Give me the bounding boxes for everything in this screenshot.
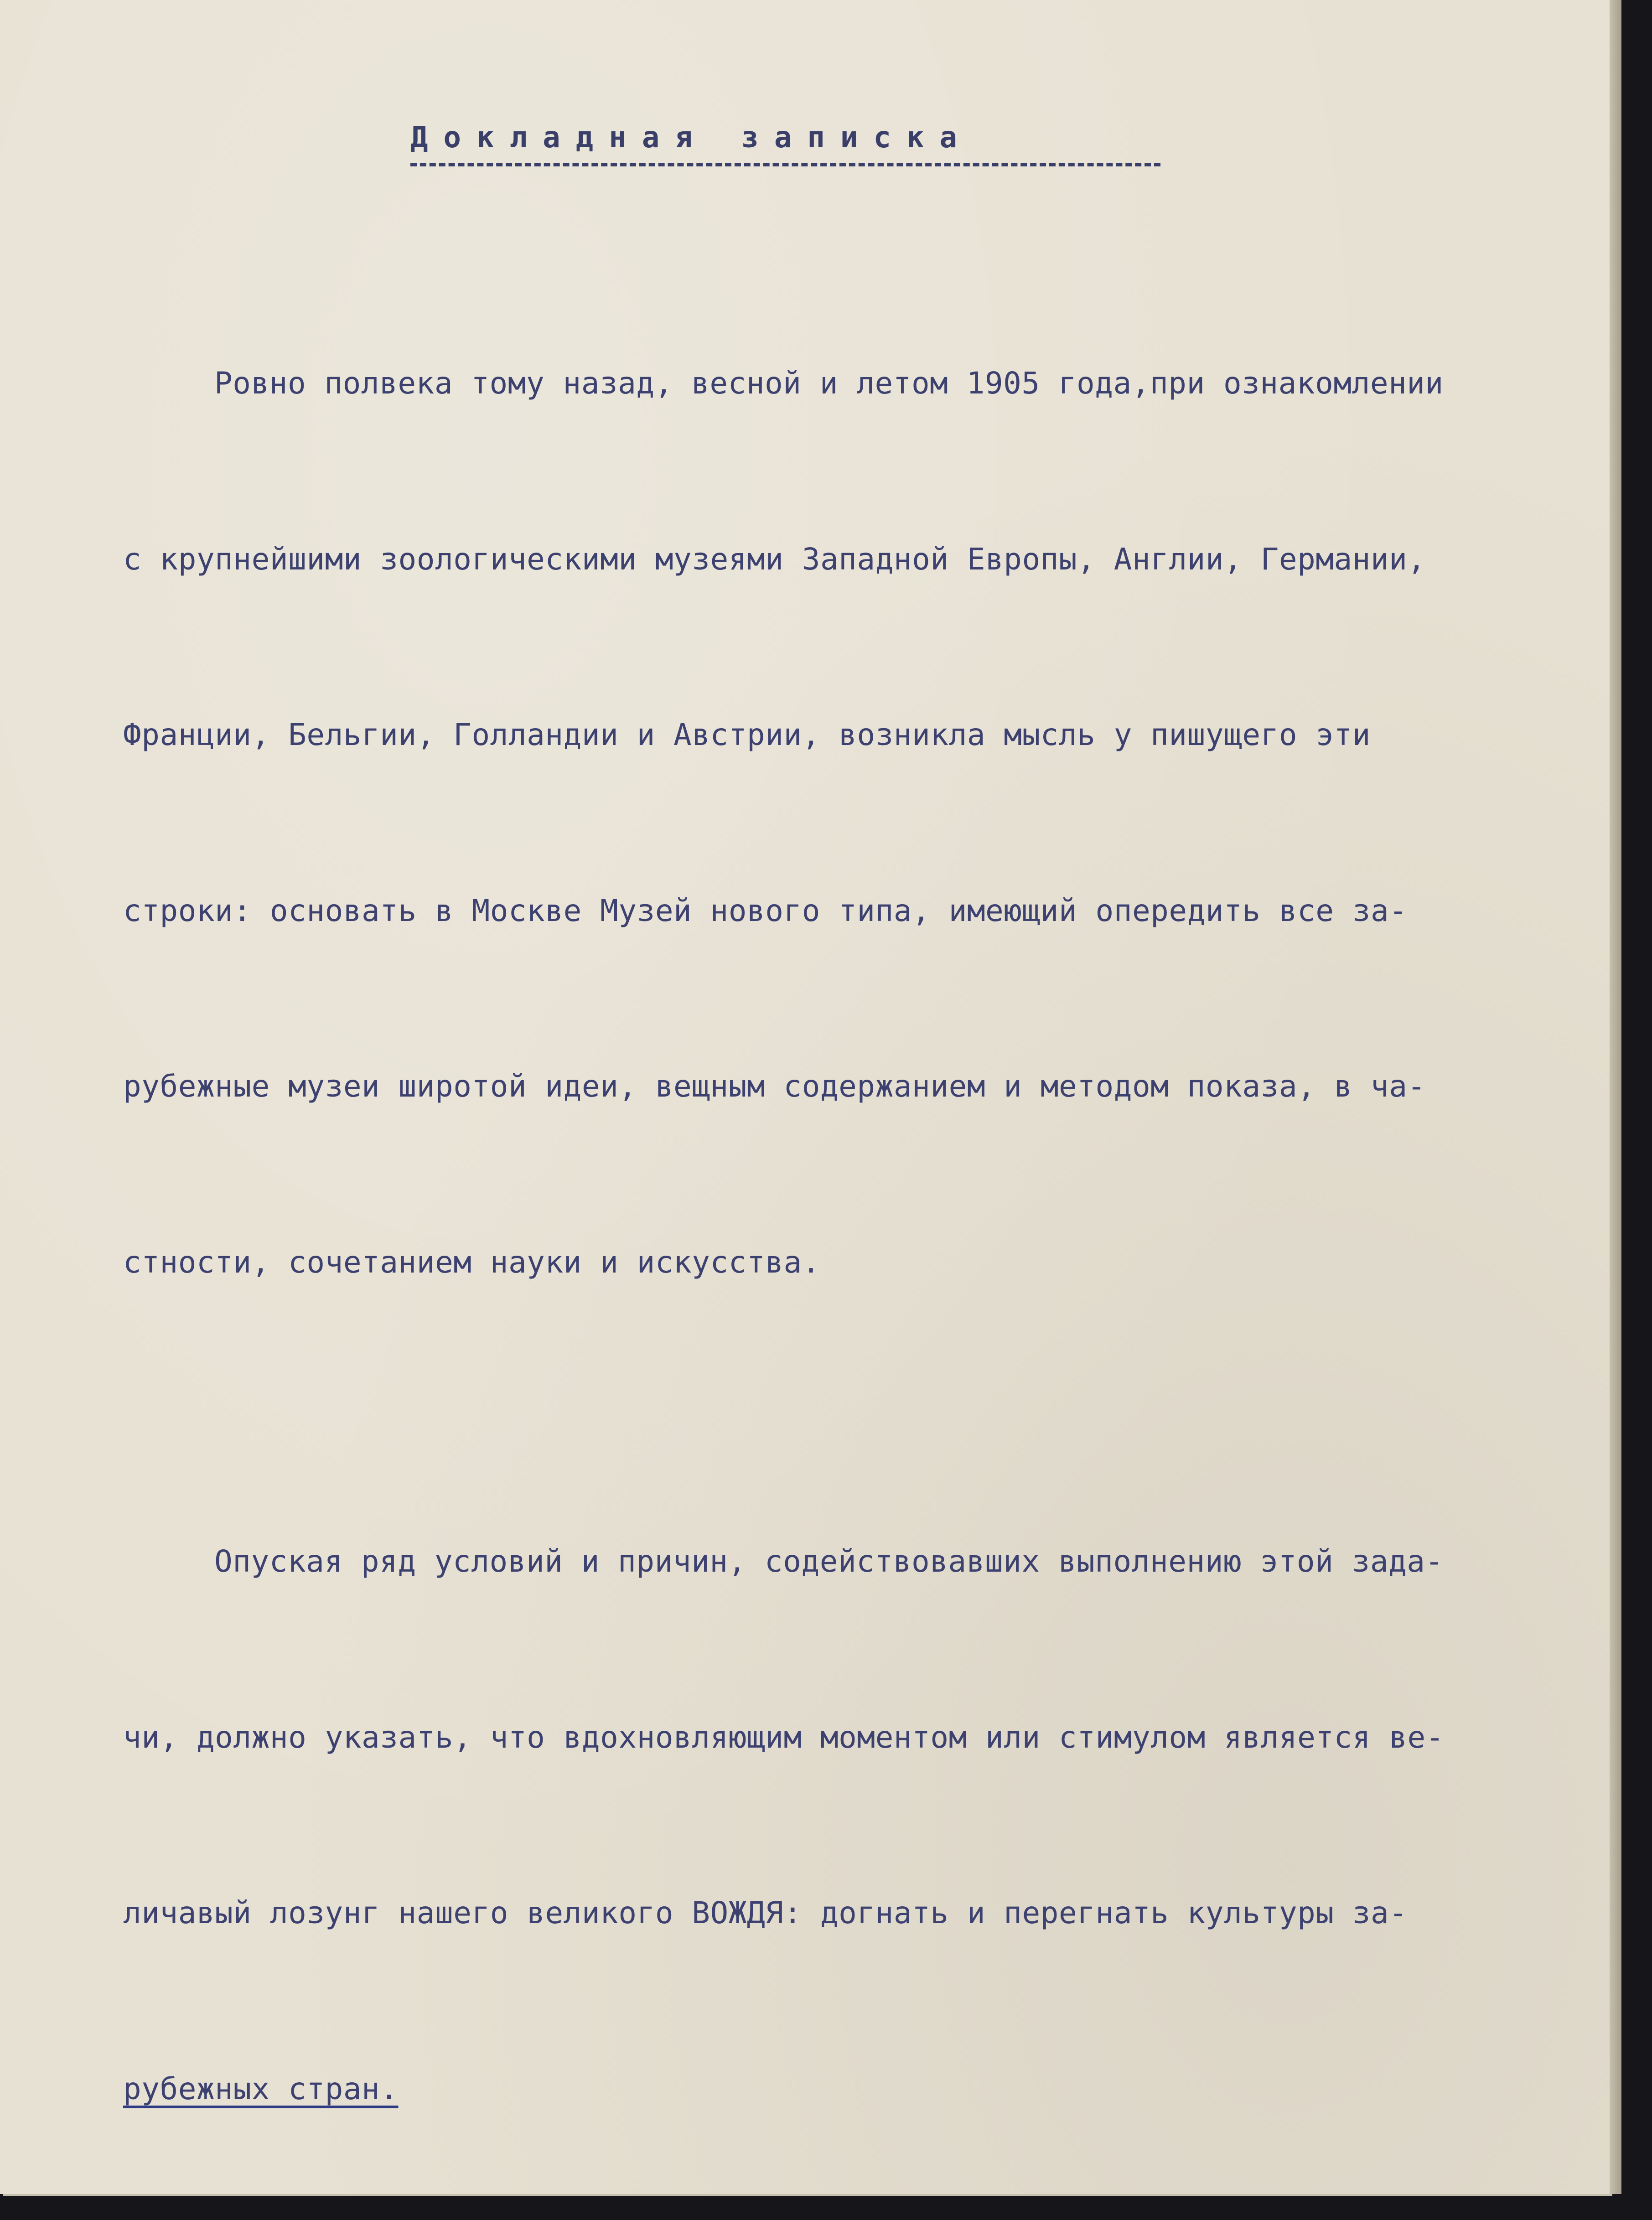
document-body [123, 237, 1582, 2220]
paragraph-1 [123, 237, 1582, 1409]
text-line: рубежные музеи широтой идеи, вещным содержанием и методом показа, в ча- [123, 1069, 1426, 1104]
paper-edge [1610, 0, 1621, 2194]
text-line: личавый лозунг нашего великого ВОЖДЯ: догнать и перегнать культуры за- [123, 1895, 1408, 1930]
text-line: Ровно полвека тому назад, весной и летом 1905 года,при ознакомлении [214, 366, 1444, 401]
text-line: Опуская ряд условий и причин, содействовавших выполнению этой зада- [214, 1544, 1444, 1579]
text-line: строки: основать в Москве Музей нового типа, имеющий опередить все за- [123, 893, 1408, 928]
paragraph-2 [123, 1415, 1582, 2220]
title-underline [410, 163, 1160, 166]
document-title: Докладная записка [410, 121, 973, 155]
underlined-text-line: рубежных стран. [123, 2071, 399, 2106]
text-line: чи, должно указать, что вдохновляющим моментом или стимулом является ве- [123, 1719, 1444, 1755]
text-line: Франции, Бельгии, Голландии и Австрии, возникла мысль у пишущего эти [123, 717, 1371, 752]
text-line: с крупнейшими зоологическими музеями Западной Европы, Англии, Германии, [123, 541, 1426, 577]
text-line: стности, сочетанием науки и искусства. [123, 1244, 820, 1280]
